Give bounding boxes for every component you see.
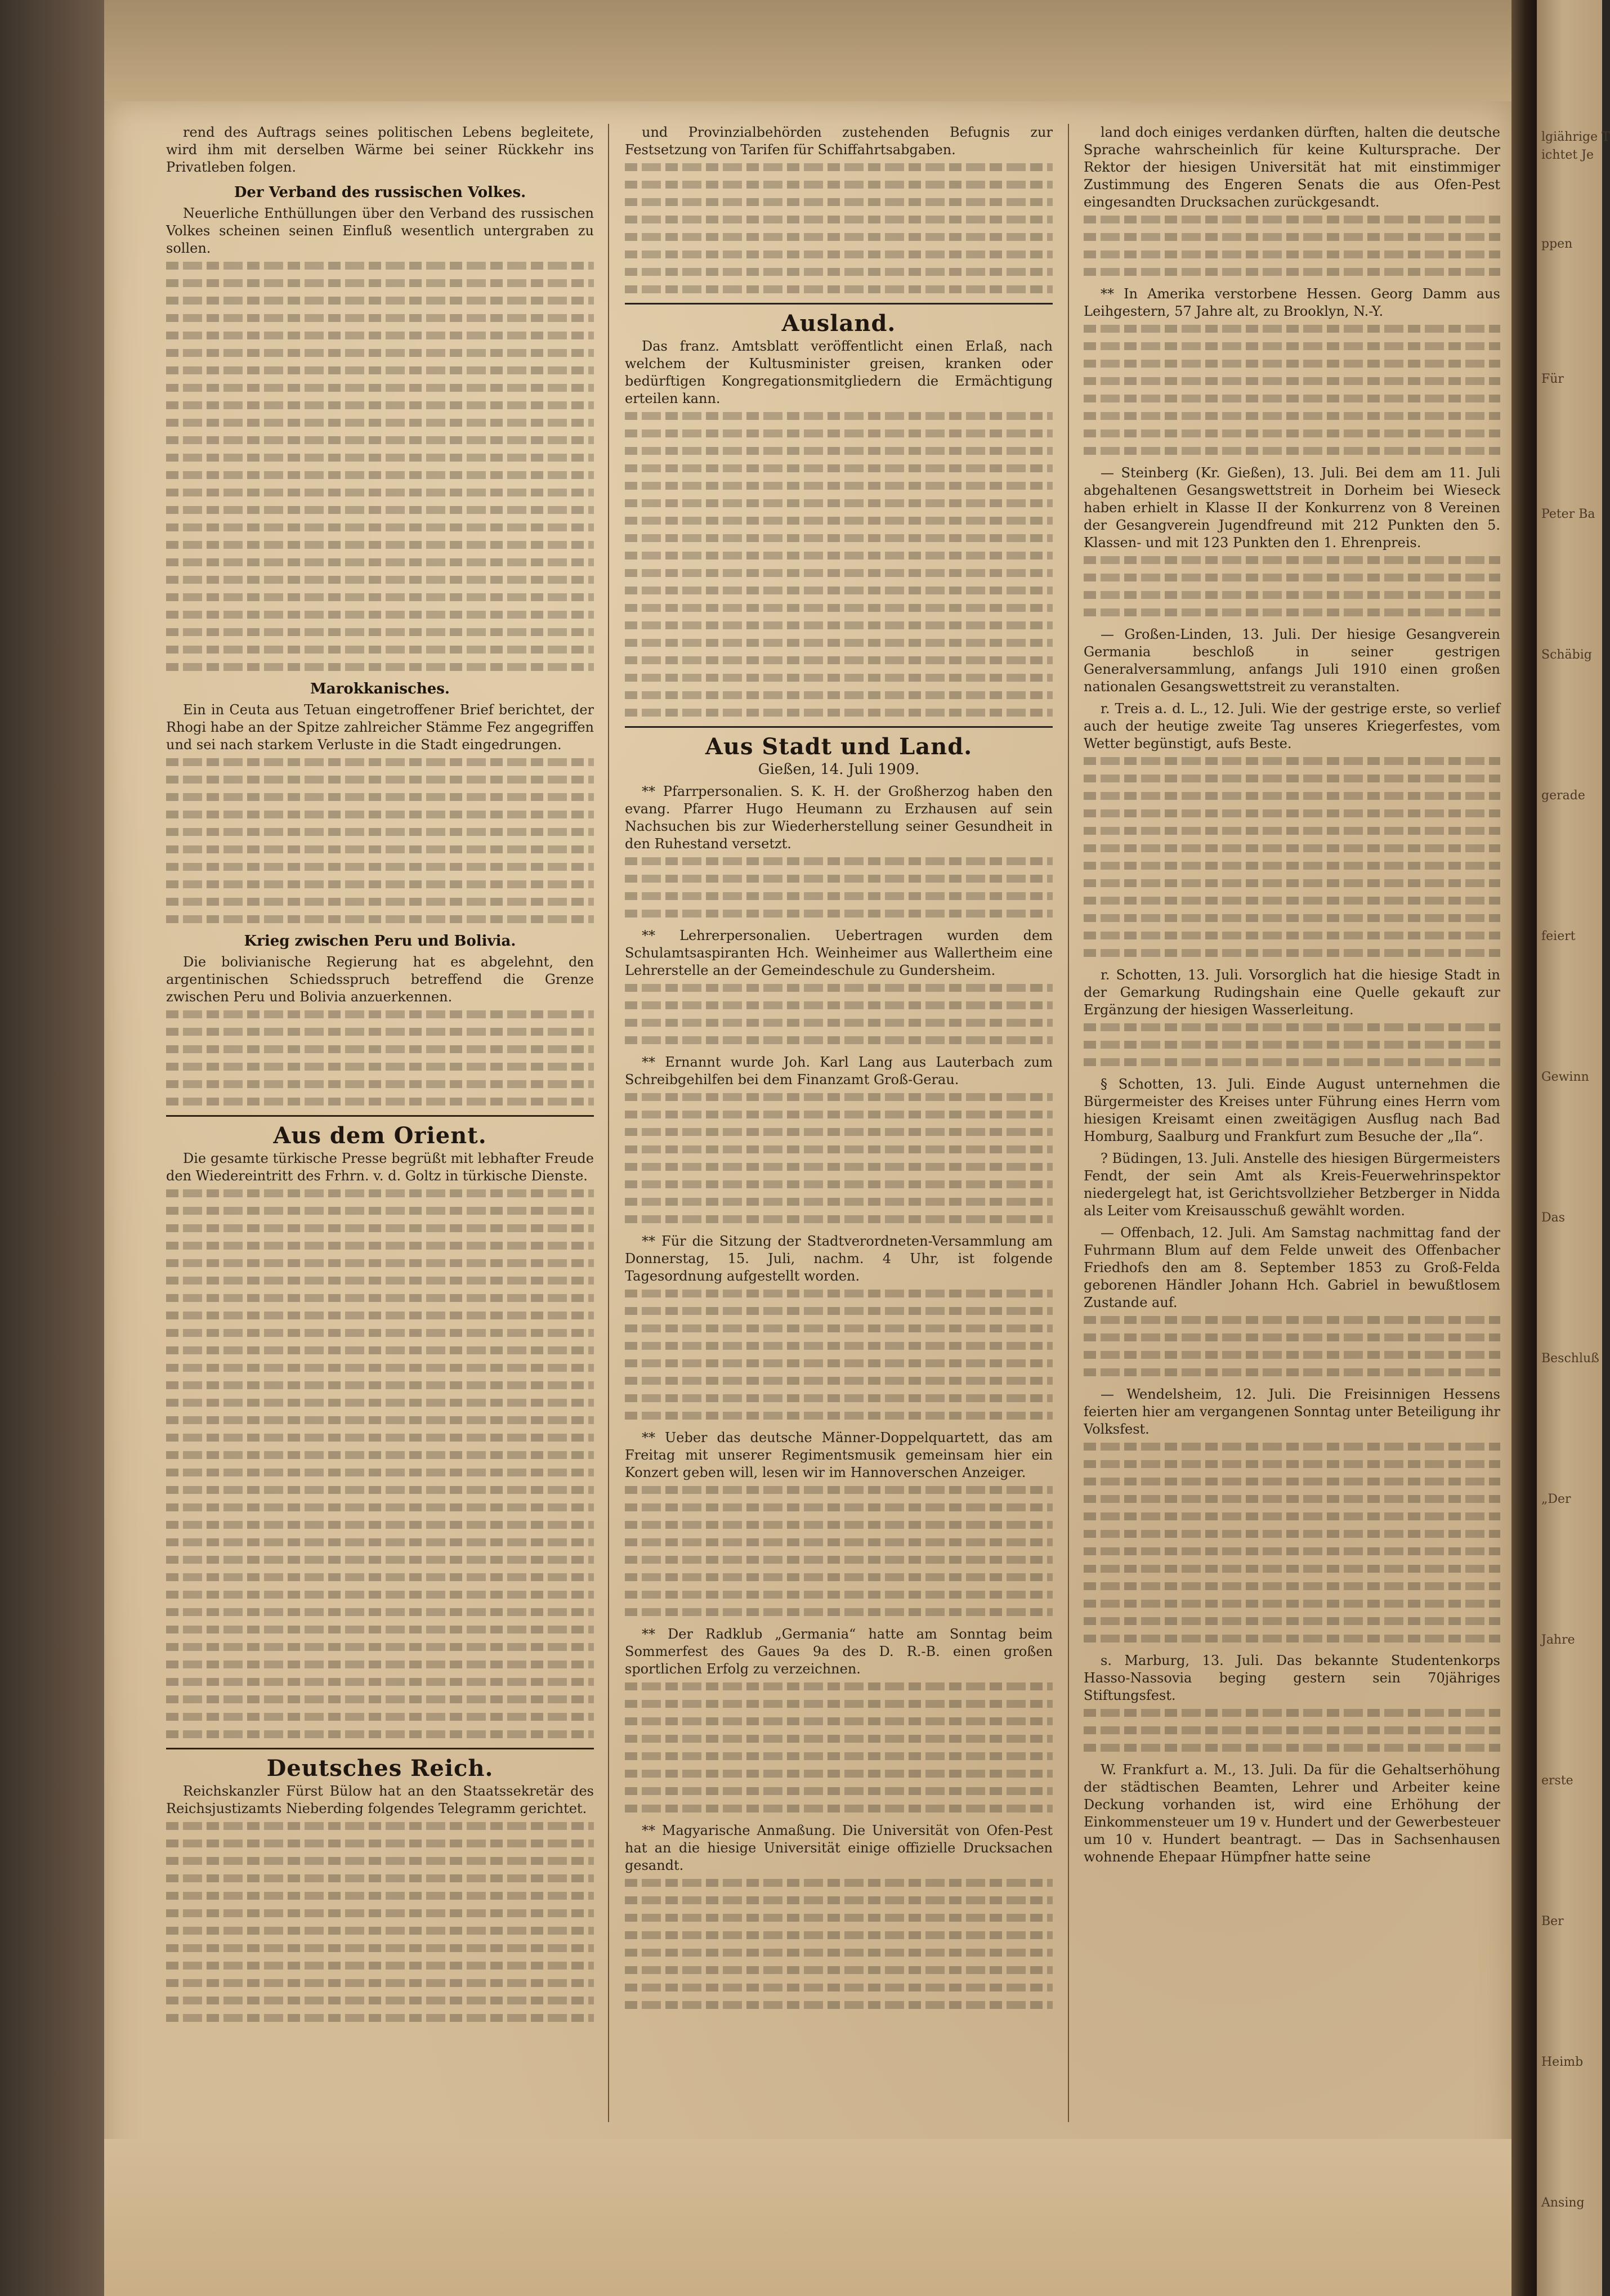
column-1 — [166, 124, 594, 2122]
page-bottom-margin — [104, 2139, 1511, 2296]
section-heading-ausland: Ausland. — [781, 310, 896, 337]
edge-fragment: feiert — [1541, 929, 1576, 943]
edge-fragment: Peter Ba — [1541, 507, 1595, 521]
col2-ausland-text: Das franz. Amtsblatt veröffentlicht einen Erlaß, nach welchem der Kultusminister greisen, kranken oder bedürftigen Kongregationsmitgliedern die Ermächtigung erteilen kann. — [625, 338, 1053, 406]
col2-stadtverordneten: ** Für die Sitzung der Stadtverordneten-Versammlung am Donnerstag, 15. Juli, nachm. 4 Uhr, ist folgende Tagesordnung aufgestellt worden. — [625, 1233, 1053, 1284]
col3-offenbach: — Offenbach, 12. Juli. Am Samstag nachmittag fand der Fuhrmann Blum auf dem Felde unweit des Offenbacher Friedhofs den am 8. September 1853 zu Groß-Felda geborenen Händler Johann Hch. Gabriel in bewußtlosem Zustande auf. — [1084, 1225, 1500, 1310]
col2-ernannt: ** Ernannt wurde Joh. Karl Lang aus Lauterbach zum Schreibgehilfen bei dem Finanzamt Groß-Gerau. — [625, 1054, 1053, 1087]
col1-rule-reich — [166, 1748, 594, 1749]
col3-amerika-hessen: ** In Amerika verstorbene Hessen. Georg Damm aus Leihgestern, 57 Jahre alt, zu Brooklyn, N.-Y. — [1084, 286, 1500, 319]
edge-fragment: ichtet Je — [1541, 148, 1594, 162]
edge-fragment: Ansing — [1541, 2196, 1585, 2210]
col1-morocco-text: Ein in Ceuta aus Tetuan eingetroffener Brief berichtet, der Rhogi habe an der Spitze zahlreicher Stämme Fez angegriffen und sei nach starkem Verluste in die Stadt eingedrungen. — [166, 702, 594, 753]
edge-fragment: Heimb — [1541, 2055, 1584, 2069]
col3-wendelsheim: — Wendelsheim, 12. Juli. Die Freisinnigen Hessens feierten hier am vergangenen Sonntag unter Beteiligung ihr Volksfest. — [1084, 1386, 1500, 1437]
column-2 — [625, 124, 1053, 2122]
edge-fragment: lgiährige T — [1541, 130, 1610, 144]
col1-opening-text: rend des Auftrags seines politischen Lebens begleitete, wird ihm mit derselben Wärme bei seiner Rückkehr ins Privatleben folgen. — [166, 124, 594, 175]
col3-steinberg: — Steinberg (Kr. Gießen), 13. Juli. Bei dem am 11. Juli abgehaltenen Gesangswettstreit in Dorheim bei Wieseck haben erhielt in Klasse II der Konkurrenz von 8 Vereinen der Gesangverein Jugendfreund mit 212 Punkten den 5. Klassen- und mit 123 Punkten den 1. Ehrenpreis. — [1084, 465, 1500, 550]
book-gutter — [1511, 0, 1537, 2296]
edge-fragment: Ber — [1541, 1914, 1564, 1928]
edge-fragment: Gewinn — [1541, 1070, 1589, 1084]
col2-rule-ausland — [625, 303, 1053, 305]
col2-doppelquartett: ** Ueber das deutsche Männer-Doppelquartett, das am Freitag mit unserer Regimentsmusik gemeinsam hier ein Konzert geben will, lesen wir im Hannoverschen Anzeiger. — [625, 1430, 1053, 1480]
col1-rule-orient — [166, 1115, 594, 1117]
edge-fragment: Beschluß — [1541, 1351, 1599, 1366]
edge-fragment: Jahre — [1541, 1633, 1575, 1647]
section-heading-stadt-und-land: Aus Stadt und Land. — [705, 733, 973, 760]
col3-frankfurt: W. Frankfurt a. M., 13. Juli. Da für die Gehaltserhöhung der städtischen Beamten, Lehrer und Arbeiter keine Deckung vorhanden ist, wird eine Erhöhung der Einkommensteuer um 19 v. Hundert und der Gewerbesteuer um 10 v. Hundert beantragt. — Das in Sachsenhausen wohnende Ehepaar Hümpfner hatte seine — [1084, 1762, 1500, 1865]
page-top-edge — [104, 0, 1511, 101]
edge-fragment: gerade — [1541, 789, 1585, 803]
col3-marburg: s. Marburg, 13. Juli. Das bekannte Studentenkorps Hasso-Nassovia beging gestern sein 70jähriges Stiftungsfest. — [1084, 1653, 1500, 1703]
col2-magyarische-anmassung: ** Magyarische Anmaßung. Die Universität von Ofen-Pest hat an die hiesige Universität einige offizielle Drucksachen gesandt. — [625, 1823, 1053, 1873]
scanner-background-left — [0, 0, 104, 2296]
col3-treis: r. Treis a. d. L., 12. Juli. Wie der gestrige erste, so verlief auch der heutige zweite Tag unseres Kriegerfestes, vom Wetter begünstigt, aufs Beste. — [1084, 701, 1500, 751]
column-divider-2 — [1068, 124, 1069, 2122]
edge-fragment: Schäbig — [1541, 648, 1592, 662]
edge-fragment: Für — [1541, 372, 1564, 386]
col3-schotten-ausflug: § Schotten, 13. Juli. Einde August unternehmen die Bürgermeister des Kreises unter Führung eines Herrn vom hiesigen Kreisamt einen zweitägigen Ausflug nach Bad Homburg, Saalburg und Frankfurt zum Besuche der „Ila“. — [1084, 1076, 1500, 1144]
section-heading-deutsches-reich: Deutsches Reich. — [266, 1755, 494, 1782]
section-heading-orient: Aus dem Orient. — [273, 1122, 487, 1149]
adjacent-page-edge — [1537, 0, 1610, 2296]
col1-peru-bolivia-text: Die bolivianische Regierung hat es abgelehnt, den argentinischen Schiedsspruch betreffend die Grenze zwischen Peru und Bolivia anzuerkennen. — [166, 954, 594, 1005]
col2-rule-stadt-land — [625, 726, 1053, 728]
col1-subheading-russian-union: Der Verband des russischen Volkes. — [234, 184, 526, 201]
edge-fragment: Das — [1541, 1211, 1566, 1225]
col2-pfarrpersonalien: ** Pfarrpersonalien. S. K. H. der Großherzog haben den evang. Pfarrer Hugo Heumann zu Erzhausen auf sein Nachsuchen bis zur Wiederherstellung seiner Gesundheit in den Ruhestand versetzt. — [625, 784, 1053, 852]
col3-grossen-linden: — Großen-Linden, 13. Juli. Der hiesige Gesangverein Germania beschloß in seiner gestrigen Generalversammlung, anfangs Juli 1910 einen großen nationalen Gesangswettstreit zu veranstalten. — [1084, 626, 1500, 695]
col2-opening-text: und Provinzialbehörden zustehenden Befugnis zur Festsetzung von Tarifen für Schiffahrtsabgaben. — [625, 124, 1053, 158]
col1-subheading-peru-bolivia: Krieg zwischen Peru und Bolivia. — [244, 933, 516, 950]
newspaper-page — [104, 101, 1511, 2296]
col3-schotten-quelle: r. Schotten, 13. Juli. Vorsorglich hat die hiesige Stadt in der Gemarkung Rudingshain eine Quelle gekauft zur Ergänzung der hiesigen Wasserleitung. — [1084, 967, 1500, 1018]
column-3 — [1084, 124, 1500, 2122]
col3-opening-text: land doch einiges verdanken dürften, halten die deutsche Sprache wahrscheinlich für keine Kultursprache. Der Rektor der hiesigen Universität hat mit einstimmiger Zustimmung des Engeren Senats die aus Ofen-Pest eingesandten Drucksachen zurückgesandt. — [1084, 124, 1500, 210]
col3-buedingen: ? Büdingen, 13. Juli. Anstelle des hiesigen Bürgermeisters Fendt, der sein Amt als Kreis-Feuerwehrinspektor niedergelegt hat, ist Gerichtsvollzieher Betzberger in Nidda als Leiter vom Kreisausschuß gewählt worden. — [1084, 1151, 1500, 1219]
col2-radklub-germania: ** Der Radklub „Germania“ hatte am Sonntag beim Sommerfest des Gaues 9a des D. R.-B. einen großen sportlichen Erfolg zu verzeichnen. — [625, 1626, 1053, 1677]
dateline-giessen: Gießen, 14. Juli 1909. — [758, 761, 920, 778]
col2-lehrerpersonalien: ** Lehrerpersonalien. Uebertragen wurden dem Schulamtsaspiranten Hch. Weinheimer aus Wallertheim eine Lehrerstelle an der Gemeindeschule zu Gundersheim. — [625, 928, 1053, 978]
col1-reich-text: Reichskanzler Fürst Bülow hat an den Staatssekretär des Reichsjustizamts Nieberding folgendes Telegramm gerichtet. — [166, 1783, 594, 1816]
col1-subheading-morocco: Marokkanisches. — [310, 681, 450, 697]
edge-fragment: „Der — [1541, 1492, 1571, 1506]
col1-russian-union-text: Neuerliche Enthüllungen über den Verband des russischen Volkes scheinen seinen Einfluß wesentlich untergraben zu sollen. — [166, 205, 594, 256]
edge-fragment: erste — [1541, 1774, 1573, 1788]
edge-fragment: ppen — [1541, 237, 1573, 251]
col1-orient-text: Die gesamte türkische Presse begrüßt mit lebhafter Freude den Wiedereintritt des Frhrn. v. d. Goltz in türkische Dienste. — [166, 1151, 594, 1184]
column-divider-1 — [608, 124, 609, 2122]
